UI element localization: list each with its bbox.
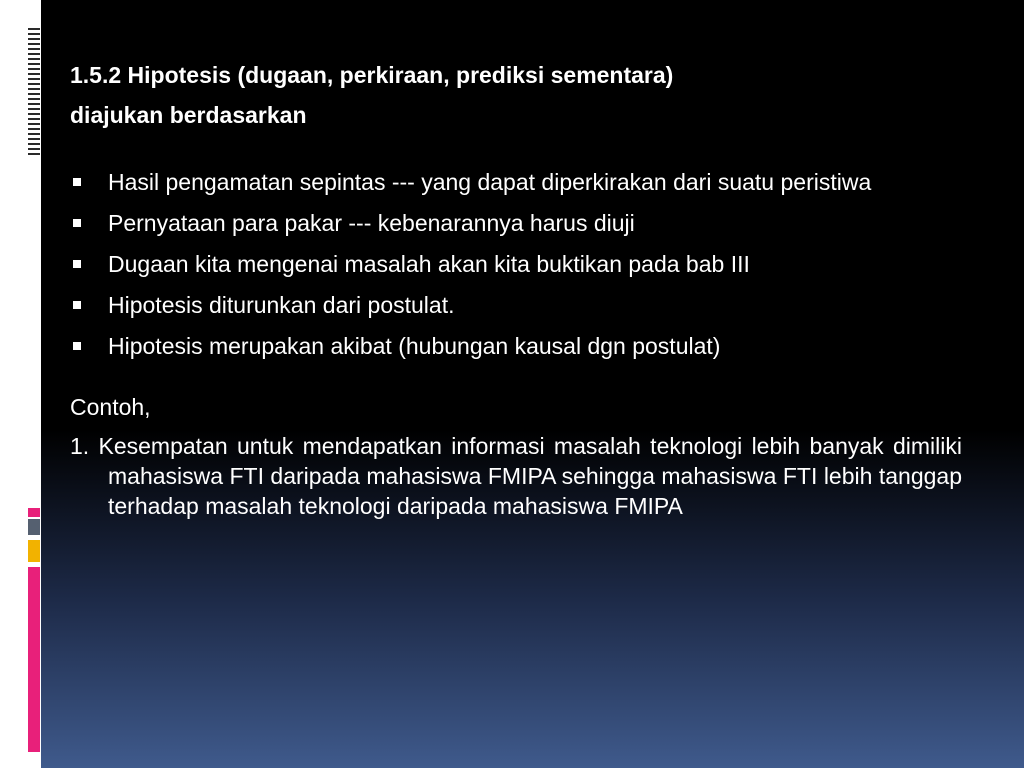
bullet-text: Hasil pengamatan sepintas --- yang dapat diperkirakan dari suatu peristiwa: [108, 169, 872, 195]
bullet-text: Hipotesis diturunkan dari postulat.: [108, 292, 455, 318]
bullet-item: [70, 292, 962, 319]
square-bullet-icon: [73, 342, 81, 350]
bullet-item: [70, 169, 962, 196]
decorative-side-strip: [0, 0, 41, 768]
accent-pink-tall: [28, 567, 40, 752]
example-paragraph: 1. Kesempatan untuk mendapatkan informasi masalah teknologi lebih banyak dimiliki mahasiswa FTI daripada mahasiswa FMIPA sehingga mahasiswa FTI lebih tanggap terhadap masalah teknologi daripada mahasiswa FMIPA: [70, 433, 962, 519]
contoh-label: Contoh,: [70, 394, 151, 420]
bullet-item: [70, 210, 962, 237]
accent-gray-block: [28, 519, 40, 535]
square-bullet-icon: [73, 219, 81, 227]
accent-gold-block: [28, 540, 40, 562]
bullet-text: Pernyataan para pakar --- kebenarannya harus diuji: [108, 210, 635, 236]
square-bullet-icon: [73, 260, 81, 268]
accent-pink-small: [28, 508, 40, 517]
bullet-text: Dugaan kita mengenai masalah akan kita buktikan pada bab III: [108, 251, 750, 277]
heading-line-2: diajukan berdasarkan: [70, 102, 307, 128]
slide-content: [70, 55, 962, 521]
bullet-list: [70, 169, 962, 360]
bullet-text: Hipotesis merupakan akibat (hubungan kausal dgn postulat): [108, 333, 721, 359]
square-bullet-icon: [73, 301, 81, 309]
bullet-item: [70, 333, 962, 360]
bullet-item: [70, 251, 962, 278]
slide-heading: [70, 55, 962, 135]
square-bullet-icon: [73, 178, 81, 186]
heading-line-1: 1.5.2 Hipotesis (dugaan, perkiraan, prediksi sementara): [70, 62, 674, 88]
